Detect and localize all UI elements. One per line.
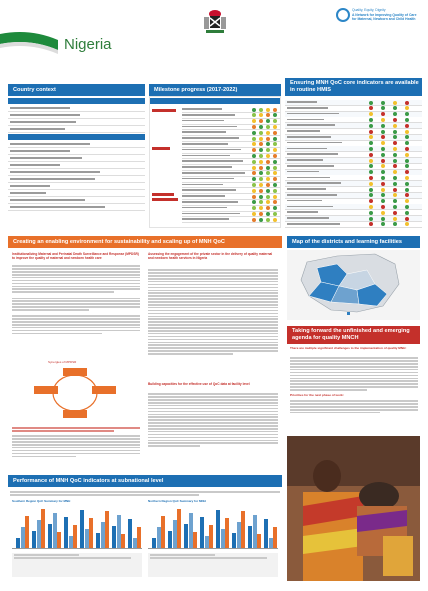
status-dot bbox=[405, 211, 409, 215]
status-dot bbox=[273, 160, 277, 164]
indicators-table bbox=[285, 98, 422, 230]
status-dot bbox=[381, 193, 385, 197]
logo-line-1: Quality, Equity, Dignity bbox=[352, 8, 386, 12]
bar bbox=[273, 527, 277, 548]
status-dot bbox=[273, 195, 277, 199]
bar bbox=[89, 518, 93, 548]
status-dot bbox=[266, 137, 270, 141]
status-dot bbox=[369, 182, 373, 186]
status-dot bbox=[259, 212, 263, 216]
northern-bar-chart bbox=[148, 505, 278, 549]
performance-heading: Performance of MNH QoC indicators at subnational level bbox=[8, 475, 282, 487]
forward-panel bbox=[287, 346, 420, 434]
status-dot bbox=[259, 160, 263, 164]
status-dot bbox=[369, 199, 373, 203]
status-dot bbox=[369, 159, 373, 163]
bar bbox=[137, 527, 141, 548]
status-dot bbox=[405, 188, 409, 192]
bar bbox=[128, 519, 132, 548]
status-dot bbox=[266, 212, 270, 216]
bar bbox=[25, 516, 29, 548]
status-dot bbox=[273, 212, 277, 216]
bar bbox=[269, 538, 273, 548]
milestone-table bbox=[149, 96, 281, 228]
status-dot bbox=[266, 113, 270, 117]
status-dot bbox=[252, 131, 256, 135]
status-dot bbox=[266, 200, 270, 204]
status-dot bbox=[393, 170, 397, 174]
status-dot bbox=[252, 183, 256, 187]
status-dot bbox=[273, 171, 277, 175]
status-dot bbox=[393, 153, 397, 157]
status-dot bbox=[381, 147, 385, 151]
status-dot bbox=[381, 112, 385, 116]
bar bbox=[161, 516, 165, 548]
status-dot bbox=[252, 206, 256, 210]
status-dot bbox=[266, 131, 270, 135]
status-dot bbox=[381, 188, 385, 192]
status-dot bbox=[369, 118, 373, 122]
status-dot bbox=[381, 130, 385, 134]
status-dot bbox=[393, 164, 397, 168]
status-dot bbox=[381, 222, 385, 226]
status-dot bbox=[381, 217, 385, 221]
bar bbox=[200, 517, 204, 548]
bar bbox=[248, 526, 252, 548]
status-dot bbox=[369, 222, 373, 226]
status-dot bbox=[273, 108, 277, 112]
status-dot bbox=[405, 124, 409, 128]
status-dot bbox=[405, 176, 409, 180]
nigeria-map bbox=[287, 250, 420, 320]
bar bbox=[264, 519, 268, 548]
status-dot bbox=[381, 118, 385, 122]
status-dot bbox=[259, 177, 263, 181]
bar bbox=[48, 524, 52, 548]
mpdsr-subheading-2 bbox=[12, 426, 140, 433]
status-dot bbox=[369, 130, 373, 134]
status-dot bbox=[273, 200, 277, 204]
status-dot bbox=[273, 218, 277, 222]
mpdsr-subheading: Institutionalizing Maternal and Perinatal Death Surveillance and Response (MPDSR) to improve the quality of maternal and newborn health care bbox=[12, 252, 139, 260]
status-dot bbox=[273, 113, 277, 117]
status-dot bbox=[266, 166, 270, 170]
bar bbox=[53, 513, 57, 548]
status-dot bbox=[393, 222, 397, 226]
status-dot bbox=[369, 188, 373, 192]
capacity-text bbox=[148, 392, 278, 448]
status-dot bbox=[252, 218, 256, 222]
status-dot bbox=[259, 119, 263, 123]
status-dot bbox=[405, 135, 409, 139]
status-dot bbox=[369, 112, 373, 116]
status-dot bbox=[405, 106, 409, 110]
mpdsr-bullets bbox=[12, 434, 140, 458]
status-dot bbox=[252, 189, 256, 193]
status-dot bbox=[273, 137, 277, 141]
bar bbox=[189, 513, 193, 548]
status-dot bbox=[369, 106, 373, 110]
status-dot bbox=[405, 170, 409, 174]
status-dot bbox=[369, 217, 373, 221]
bar bbox=[64, 517, 68, 548]
status-dot bbox=[369, 101, 373, 105]
status-dot bbox=[266, 177, 270, 181]
bar bbox=[193, 532, 197, 548]
bar bbox=[112, 526, 116, 548]
southern-subheading: Southern Region QoC Summary for MNH bbox=[12, 499, 71, 503]
milestone-row bbox=[182, 217, 280, 223]
status-dot bbox=[266, 189, 270, 193]
status-dot bbox=[381, 211, 385, 215]
status-dot bbox=[259, 154, 263, 158]
status-dot bbox=[405, 147, 409, 151]
bar bbox=[37, 520, 41, 548]
country-context-heading: Country context bbox=[8, 84, 145, 96]
status-dot bbox=[369, 141, 373, 145]
bar bbox=[73, 525, 77, 548]
status-dot bbox=[252, 148, 256, 152]
status-dot bbox=[252, 200, 256, 204]
status-dot bbox=[405, 130, 409, 134]
status-dot bbox=[381, 141, 385, 145]
bar bbox=[221, 529, 225, 548]
status-dot bbox=[252, 113, 256, 117]
country-context-table bbox=[8, 96, 145, 228]
status-dot bbox=[266, 125, 270, 129]
status-dot bbox=[369, 170, 373, 174]
logo-line-3: for Maternal, Newborn and Child Health bbox=[352, 17, 416, 21]
status-dot bbox=[266, 154, 270, 158]
status-dot bbox=[259, 206, 263, 210]
status-dot bbox=[259, 108, 263, 112]
status-dot bbox=[252, 212, 256, 216]
status-dot bbox=[405, 164, 409, 168]
status-dot bbox=[381, 199, 385, 203]
status-dot bbox=[369, 193, 373, 197]
performance-panel bbox=[8, 489, 282, 583]
enabling-panel bbox=[8, 250, 282, 470]
status-dot bbox=[259, 218, 263, 222]
status-dot bbox=[369, 124, 373, 128]
bar bbox=[96, 533, 100, 548]
priorities-list bbox=[290, 399, 418, 415]
map-heading: Map of the districts and learning facilities bbox=[287, 236, 420, 248]
bar bbox=[168, 531, 172, 548]
status-dot bbox=[273, 177, 277, 181]
indicator-row bbox=[285, 222, 422, 228]
status-dot bbox=[393, 159, 397, 163]
status-dot bbox=[273, 131, 277, 135]
status-dot bbox=[405, 153, 409, 157]
status-dot bbox=[393, 205, 397, 209]
performance-intro bbox=[10, 490, 280, 497]
mpdsr-cycle-diagram bbox=[30, 364, 120, 422]
status-dot bbox=[252, 166, 256, 170]
status-dot bbox=[266, 160, 270, 164]
status-dot bbox=[259, 189, 263, 193]
bar bbox=[21, 527, 25, 548]
challenges-subheading: There are multiple significant challenges to the implementation of quality MNH: bbox=[290, 346, 407, 350]
status-dot bbox=[405, 182, 409, 186]
status-dot bbox=[266, 142, 270, 146]
status-dot bbox=[273, 125, 277, 129]
status-dot bbox=[369, 164, 373, 168]
status-dot bbox=[259, 131, 263, 135]
status-dot bbox=[369, 211, 373, 215]
bar bbox=[152, 538, 156, 548]
bar bbox=[241, 511, 245, 548]
status-dot bbox=[405, 222, 409, 226]
bar bbox=[209, 525, 213, 548]
status-dot bbox=[252, 108, 256, 112]
status-dot bbox=[252, 137, 256, 141]
status-dot bbox=[393, 211, 397, 215]
status-dot bbox=[252, 177, 256, 181]
status-dot bbox=[266, 195, 270, 199]
status-dot bbox=[405, 118, 409, 122]
flag-swoosh bbox=[0, 30, 58, 58]
status-dot bbox=[381, 101, 385, 105]
poster-header bbox=[0, 0, 428, 66]
status-dot bbox=[393, 112, 397, 116]
logo-line-2: A Network for Improving Quality of Care bbox=[352, 12, 417, 17]
status-dot bbox=[259, 113, 263, 117]
status-dot bbox=[393, 217, 397, 221]
bar bbox=[216, 510, 220, 548]
northern-facility-table bbox=[148, 553, 278, 577]
status-dot bbox=[259, 125, 263, 129]
status-dot bbox=[393, 182, 397, 186]
status-dot bbox=[273, 119, 277, 123]
status-dot bbox=[259, 183, 263, 187]
mpdsr-text bbox=[12, 264, 140, 335]
status-dot bbox=[273, 206, 277, 210]
status-dot bbox=[252, 171, 256, 175]
bar bbox=[121, 534, 125, 548]
status-dot bbox=[381, 170, 385, 174]
qed-network-logo-icon bbox=[336, 8, 350, 22]
bar bbox=[16, 538, 20, 548]
status-dot bbox=[393, 147, 397, 151]
status-dot bbox=[252, 195, 256, 199]
status-dot bbox=[259, 137, 263, 141]
private-sector-text bbox=[148, 268, 278, 356]
status-dot bbox=[393, 130, 397, 134]
status-dot bbox=[405, 112, 409, 116]
bar bbox=[105, 511, 109, 548]
coat-of-arms-icon bbox=[200, 6, 230, 36]
status-dot bbox=[405, 193, 409, 197]
status-dot bbox=[273, 154, 277, 158]
status-dot bbox=[381, 159, 385, 163]
bar bbox=[173, 520, 177, 548]
bar bbox=[184, 524, 188, 548]
status-dot bbox=[405, 199, 409, 203]
forward-heading: Taking forward the unfinished and emerging agenda for quality MNCH bbox=[287, 326, 420, 344]
status-dot bbox=[393, 118, 397, 122]
status-dot bbox=[381, 176, 385, 180]
status-dot bbox=[393, 193, 397, 197]
bar bbox=[85, 529, 89, 548]
status-dot bbox=[273, 183, 277, 187]
bar bbox=[32, 531, 36, 548]
bar bbox=[57, 532, 61, 548]
bar bbox=[253, 515, 257, 548]
enabling-heading: Creating an enabling environment for sustainability and scaling up of MNH QoC bbox=[8, 236, 282, 248]
status-dot bbox=[405, 205, 409, 209]
status-dot bbox=[381, 153, 385, 157]
southern-bar-chart bbox=[12, 505, 142, 549]
status-dot bbox=[273, 189, 277, 193]
bar bbox=[157, 527, 161, 548]
status-dot bbox=[405, 141, 409, 145]
status-dot bbox=[259, 142, 263, 146]
status-dot bbox=[273, 142, 277, 146]
status-dot bbox=[405, 101, 409, 105]
status-dot bbox=[252, 142, 256, 146]
status-dot bbox=[266, 206, 270, 210]
status-dot bbox=[381, 124, 385, 128]
status-dot bbox=[381, 164, 385, 168]
private-sector-subheading: Assessing the engagement of the private sector in the delivery of quality maternal and newborn health services in Nigeria bbox=[148, 252, 273, 260]
synergies-caption: Synergies of MPDSR bbox=[48, 360, 77, 364]
bar bbox=[225, 518, 229, 548]
status-dot bbox=[393, 101, 397, 105]
status-dot bbox=[259, 166, 263, 170]
northern-subheading: Northern Region QoC Summary for MNH bbox=[148, 499, 206, 503]
status-dot bbox=[266, 218, 270, 222]
bar bbox=[177, 509, 181, 548]
capacity-subheading: Building capacities for the effective use of QoC data at facility level bbox=[148, 382, 250, 386]
southern-facility-table bbox=[12, 553, 142, 577]
status-dot bbox=[252, 125, 256, 129]
status-dot bbox=[252, 160, 256, 164]
bar bbox=[257, 534, 261, 548]
status-dot bbox=[252, 154, 256, 158]
status-dot bbox=[393, 188, 397, 192]
bar bbox=[101, 522, 105, 548]
status-dot bbox=[266, 119, 270, 123]
status-dot bbox=[393, 124, 397, 128]
bar bbox=[41, 509, 45, 548]
status-dot bbox=[259, 195, 263, 199]
status-dot bbox=[266, 183, 270, 187]
status-dot bbox=[266, 148, 270, 152]
status-dot bbox=[273, 166, 277, 170]
status-dot bbox=[369, 176, 373, 180]
status-dot bbox=[405, 217, 409, 221]
status-dot bbox=[393, 135, 397, 139]
status-dot bbox=[381, 135, 385, 139]
bar bbox=[80, 510, 84, 548]
status-dot bbox=[381, 106, 385, 110]
status-dot bbox=[369, 147, 373, 151]
bar bbox=[232, 533, 236, 548]
status-dot bbox=[393, 176, 397, 180]
challenges-list bbox=[290, 356, 418, 392]
bar bbox=[133, 538, 137, 548]
bar bbox=[237, 522, 241, 548]
country-name: Nigeria bbox=[64, 36, 112, 53]
status-dot bbox=[252, 119, 256, 123]
bar bbox=[69, 536, 73, 548]
milestone-heading: Milestone progress (2017-2022) bbox=[149, 84, 281, 96]
status-dot bbox=[259, 171, 263, 175]
status-dot bbox=[369, 135, 373, 139]
status-dot bbox=[393, 141, 397, 145]
priorities-subheading: Priorities for the next phase of work: bbox=[290, 393, 344, 397]
status-dot bbox=[381, 205, 385, 209]
status-dot bbox=[273, 148, 277, 152]
status-dot bbox=[266, 108, 270, 112]
status-dot bbox=[393, 199, 397, 203]
status-dot bbox=[393, 106, 397, 110]
bar bbox=[117, 515, 121, 548]
status-dot bbox=[369, 205, 373, 209]
indicators-heading: Ensuring MNH QoC core indicators are available in routine HMIS bbox=[285, 78, 422, 96]
status-dot bbox=[266, 171, 270, 175]
status-dot bbox=[259, 148, 263, 152]
mother-child-photo bbox=[287, 436, 420, 581]
status-dot bbox=[259, 200, 263, 204]
status-dot bbox=[381, 182, 385, 186]
bar bbox=[205, 536, 209, 548]
status-dot bbox=[405, 159, 409, 163]
status-dot bbox=[369, 153, 373, 157]
